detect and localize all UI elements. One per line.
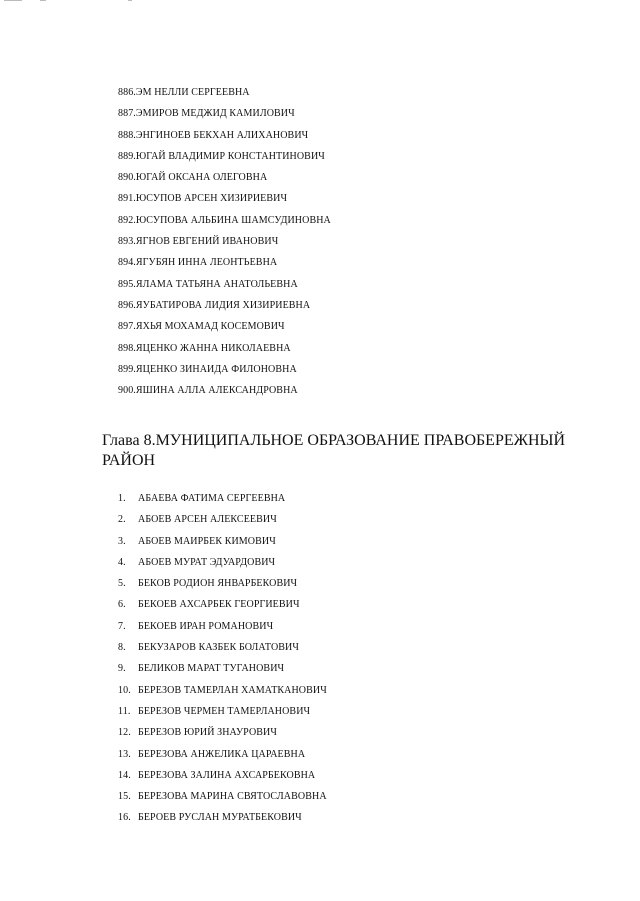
list-item (118, 662, 327, 683)
list-item: 893.ЯГНОВ ЕВГЕНИЙ ИВАНОВИЧ (118, 236, 279, 248)
name-list-chapter-8 (118, 492, 327, 833)
list-item: 898.ЯЦЕНКО ЖАННА НИКОЛАЕВНА (118, 342, 291, 354)
item-name: АБОЕВ АРСЕН АЛЕКСЕЕВИЧ (138, 514, 277, 526)
list-item (118, 535, 327, 556)
item-name: БЕРОЕВ РУСЛАН МУРАТБЕКОВИЧ (138, 812, 302, 824)
item-number: 6. (118, 599, 126, 611)
item-number: 4. (118, 556, 126, 568)
item-name: БЕРЕЗОВА МАРИНА СВЯТОСЛАВОВНА (138, 791, 327, 803)
list-item (118, 620, 327, 641)
item-number: 12. (118, 727, 131, 739)
list-item: 894.ЯГУБЯН ИННА ЛЕОНТЬЕВНА (118, 257, 278, 269)
item-number: 8. (118, 642, 126, 654)
list-item (118, 684, 327, 705)
list-item: 890.ЮГАЙ ОКСАНА ОЛЕГОВНА (118, 172, 268, 184)
list-item (118, 641, 327, 662)
list-item: 888.ЭНГИНОЕВ БЕКХАН АЛИХАНОВИЧ (118, 129, 309, 141)
item-name: БЕКОЕВ АХСАРБЕК ГЕОРГИЕВИЧ (138, 599, 300, 611)
item-name: БЕКОВ РОДИОН ЯНВАРБЕКОВИЧ (138, 578, 298, 590)
list-item (118, 726, 327, 747)
list-item (118, 556, 327, 577)
item-name: АБАЕВА ФАТИМА СЕРГЕЕВНА (138, 493, 286, 504)
list-item (118, 748, 327, 769)
list-item: 886.ЭМ НЕЛЛИ СЕРГЕЕВНА (118, 87, 250, 98)
list-item (118, 577, 327, 598)
item-number: 16. (118, 812, 131, 824)
item-name: БЕКУЗАРОВ КАЗБЕК БОЛАТОВИЧ (138, 642, 299, 654)
item-number: 1. (118, 493, 126, 504)
list-item: 891.ЮСУПОВ АРСЕН ХИЗИРИЕВИЧ (118, 193, 288, 205)
item-name: БЕЛИКОВ МАРАТ ТУГАНОВИЧ (138, 663, 285, 675)
item-number: 3. (118, 535, 126, 547)
item-number: 9. (118, 663, 126, 675)
item-name: АБОЕВ МАИРБЕК КИМОВИЧ (138, 535, 276, 547)
list-item: 887.ЭМИРОВ МЕДЖИД КАМИЛОВИЧ (118, 108, 295, 120)
list-item (118, 705, 327, 726)
item-number: 10. (118, 684, 131, 696)
item-name: БЕРЕЗОВА АНЖЕЛИКА ЦАРАЕВНА (138, 748, 306, 760)
item-name: БЕРЕЗОВ ТАМЕРЛАН ХАМАТКАНОВИЧ (138, 684, 327, 696)
list-item: 900.ЯШИНА АЛЛА АЛЕКСАНДРОВНА (118, 385, 298, 397)
item-number: 11. (118, 705, 131, 717)
list-item (118, 790, 327, 811)
item-number: 15. (118, 791, 131, 803)
list-item (118, 598, 327, 619)
name-list-continued (118, 86, 331, 405)
list-item (118, 811, 327, 832)
item-name: БЕРЕЗОВ ЮРИЙ ЗНАУРОВИЧ (138, 727, 277, 739)
item-name: АБОЕВ МУРАТ ЭДУАРДОВИЧ (138, 556, 276, 568)
list-item (118, 492, 327, 513)
list-item: 895.ЯЛАМА ТАТЬЯНА АНАТОЛЬЕВНА (118, 278, 298, 290)
list-item (118, 513, 327, 534)
scan-edge-artifact (0, 0, 140, 3)
list-item (118, 769, 327, 790)
list-item: 899.ЯЦЕНКО ЗИНАИДА ФИЛОНОВНА (118, 363, 297, 375)
chapter-heading: Глава 8.МУНИЦИПАЛЬНОЕ ОБРАЗОВАНИЕ ПРАВОБЕРЕЖНЫЙ РАЙОН (102, 432, 566, 469)
list-item: 889.ЮГАЙ ВЛАДИМИР КОНСТАНТИНОВИЧ (118, 150, 325, 162)
item-number: 7. (118, 620, 126, 632)
item-number: 5. (118, 578, 126, 590)
list-item: 897.ЯХЬЯ МОХАМАД КОСЕМОВИЧ (118, 321, 285, 333)
item-number: 13. (118, 748, 131, 760)
list-item: 892.ЮСУПОВА АЛЬБИНА ШАМСУДИНОВНА (118, 214, 331, 226)
item-number: 2. (118, 514, 126, 526)
item-number: 14. (118, 769, 131, 781)
item-name: БЕКОЕВ ИРАН РОМАНОВИЧ (138, 620, 274, 632)
item-name: БЕРЕЗОВ ЧЕРМЕН ТАМЕРЛАНОВИЧ (138, 705, 311, 717)
item-name: БЕРЕЗОВА ЗАЛИНА АХСАРБЕКОВНА (138, 769, 316, 781)
list-item: 896.ЯУБАТИРОВА ЛИДИЯ ХИЗИРИЕВНА (118, 299, 311, 311)
